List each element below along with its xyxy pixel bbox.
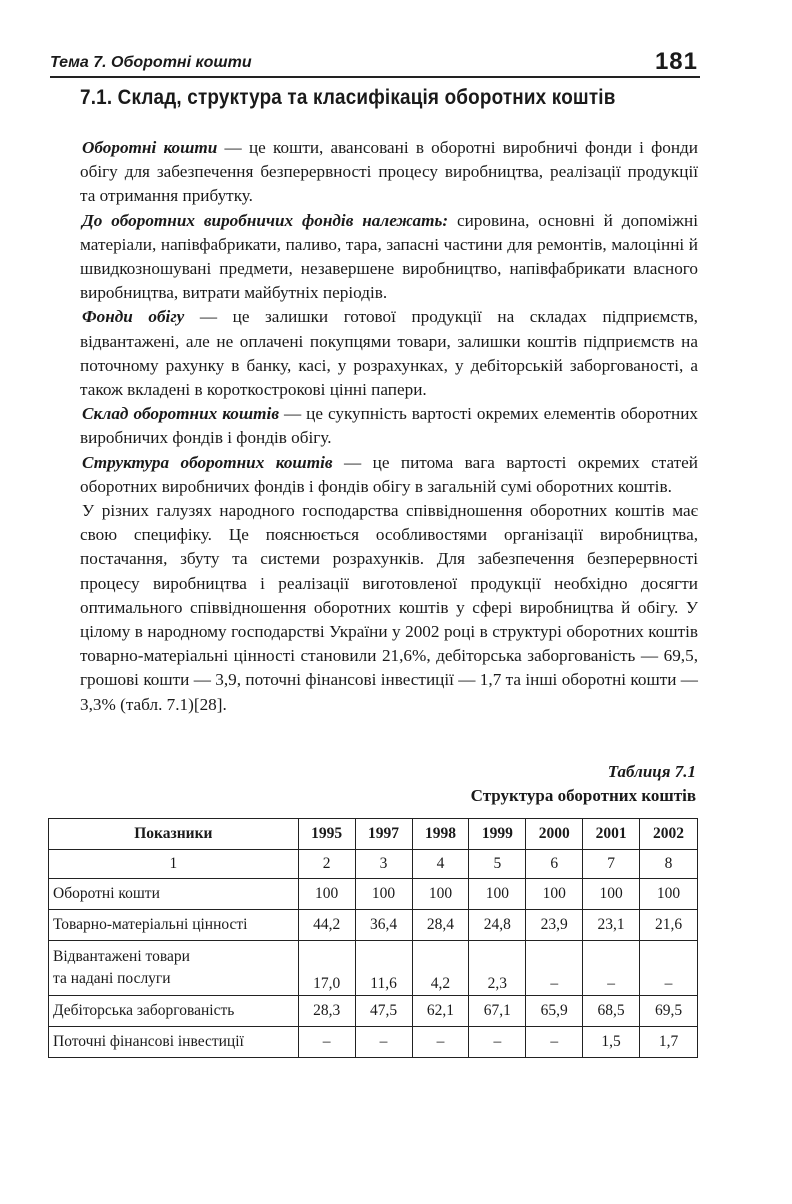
- column-number: 5: [469, 850, 526, 879]
- paragraph-text: — це питома вага вартості окремих статей оборотних виробничих фондів і фондів обігу в загальній сумі оборотних коштів.: [80, 452, 699, 496]
- header-cell: 2001: [583, 819, 640, 850]
- table-row: [49, 996, 698, 1027]
- table-cell: –: [298, 1027, 355, 1058]
- column-number: 2: [298, 850, 355, 879]
- table-label: Таблиця 7.1: [607, 762, 696, 781]
- table-cell: 47,5: [355, 996, 412, 1027]
- row-label: Товарно-матеріальні цінності: [49, 910, 299, 941]
- table-cell: 21,6: [640, 910, 698, 941]
- term: Структура оборотних коштів: [82, 452, 333, 472]
- paragraph-text: — це залишки готової продукції на складах підприємств, відвантажені, але не оплачені покупцями товари, залишки коштів підприємств на поточному рахунку в банку, касі, у розрахунках, у дебіторській заборгованості, а також вкладені в короткострокові цінні папери.: [80, 307, 698, 400]
- row-label-line: Відвантажені товари: [53, 948, 190, 965]
- row-label: Оборотні кошти: [49, 879, 299, 910]
- table-row: [49, 879, 698, 910]
- table-cell: –: [526, 941, 583, 996]
- row-label: [49, 941, 299, 996]
- table-cell: 2,3: [469, 941, 526, 996]
- row-label-line: та надані послуги: [53, 970, 171, 987]
- header-cell: 1997: [355, 819, 412, 850]
- column-number: 6: [526, 850, 583, 879]
- paragraph-text: — це кошти, авансовані в оборотні виробничі фонди і фонди обігу для забезпечення безперервності процесу виробництва, реалізації продукції та отримання прибутку.: [80, 138, 698, 206]
- running-head: Тема 7. Оборотні кошти: [50, 54, 252, 71]
- table-cell: 28,3: [298, 996, 355, 1027]
- structure-table: [48, 818, 698, 1058]
- header-rule: [50, 76, 700, 78]
- table-cell: 62,1: [412, 996, 469, 1027]
- table-cell: 1,5: [583, 1027, 640, 1058]
- header-cell: 2000: [526, 819, 583, 850]
- table-cell: –: [355, 1027, 412, 1058]
- table-cell: 100: [583, 879, 640, 910]
- table-cell: 100: [412, 879, 469, 910]
- table-cell: 36,4: [355, 910, 412, 941]
- table-cell: 100: [298, 879, 355, 910]
- table-cell: 4,2: [412, 941, 469, 996]
- header-cell: Показники: [49, 819, 299, 850]
- table-cell: –: [583, 941, 640, 996]
- table-cell: –: [412, 1027, 469, 1058]
- table-cell: –: [469, 1027, 526, 1058]
- term: Оборотні кошти: [82, 138, 218, 157]
- column-number: 7: [583, 850, 640, 879]
- column-number: 4: [412, 850, 469, 879]
- table-cell: 11,6: [355, 941, 412, 996]
- paragraph: [80, 499, 698, 717]
- table-cell: 65,9: [526, 996, 583, 1027]
- column-number-row: [49, 850, 698, 879]
- term: Фонди обігу: [82, 307, 185, 327]
- table-cell: –: [526, 1027, 583, 1058]
- column-number: 8: [640, 850, 698, 879]
- paragraph-text: У різних галузях народного господарства співвідношення оборотних коштів має свою специфіку. Це пояснюється особливостями організації виробництва, постачання, збуту та системи розрахунків. Для забезпечення безперервності процесу виробництва і реалізації виготовленої продукції необхідно досягти оптимального співвідношення оборотних коштів у сфері виробництва й обігу. У цілому в народному господарстві України у 2002 році в структурі оборотних коштів товарно-матеріальні цінності становили 21,6%, дебіторська заборгованість — 69,5, грошові кошти — 3,9, поточні фінансові інвестиції — 1,7 та інші оборотні кошти — 3,3% (табл. 7.1)[28].: [80, 501, 698, 714]
- page-number: 181: [654, 48, 698, 75]
- table-row: [49, 910, 698, 941]
- row-label: Дебіторська заборгованість: [49, 996, 299, 1027]
- paragraph: [80, 451, 698, 499]
- table-header-row: [49, 819, 698, 850]
- table-cell: 23,1: [583, 910, 640, 941]
- table-cell: 24,8: [469, 910, 526, 941]
- table-cell: 68,5: [583, 996, 640, 1027]
- table-row: [49, 1027, 698, 1058]
- paragraph: [80, 402, 698, 450]
- paragraph-text: сировина, основні й допоміжні матеріали, напівфабрикати, паливо, тара, запасні частини для ремонтів, малоцінні й швидкозношувані предмети, незавершене виробництво, напівфабрикати власного виробництва, витрати майбутніх періодів.: [80, 210, 698, 303]
- section-title: 7.1. Склад, структура та класифікація оборотних коштів: [80, 86, 616, 109]
- header-cell: 1999: [469, 819, 526, 850]
- table-cell: 17,0: [298, 941, 355, 996]
- table-cell: 100: [526, 879, 583, 910]
- column-number: 1: [49, 850, 299, 879]
- table-cell: 1,7: [640, 1027, 698, 1058]
- header-cell: 2002: [640, 819, 698, 850]
- table-cell: 23,9: [526, 910, 583, 941]
- header-cell: 1995: [298, 819, 355, 850]
- table-cell: 44,2: [298, 910, 355, 941]
- term: Склад оборотних коштів: [82, 404, 279, 424]
- table-cell: 67,1: [469, 996, 526, 1027]
- table-cell: 28,4: [412, 910, 469, 941]
- paragraph: [80, 209, 698, 306]
- table-cell: 69,5: [640, 996, 698, 1027]
- header-cell: 1998: [412, 819, 469, 850]
- body-text: [80, 136, 698, 717]
- table-cell: –: [640, 941, 698, 996]
- table-title: Структура оборотних коштів: [470, 786, 696, 805]
- table-cell: 100: [640, 879, 698, 910]
- paragraph: [80, 305, 698, 402]
- page-header: [50, 50, 700, 76]
- table-row: [49, 941, 698, 996]
- column-number: 3: [355, 850, 412, 879]
- table-cell: 100: [355, 879, 412, 910]
- term: До оборотних виробничих фондів належать:: [82, 210, 449, 230]
- paragraph: [80, 136, 698, 209]
- row-label: Поточні фінансові інвестиції: [49, 1027, 299, 1058]
- paragraph-text: — це сукупність вартості окремих елементів оборотних виробничих фондів і фондів обігу.: [80, 404, 698, 448]
- table-cell: 100: [469, 879, 526, 910]
